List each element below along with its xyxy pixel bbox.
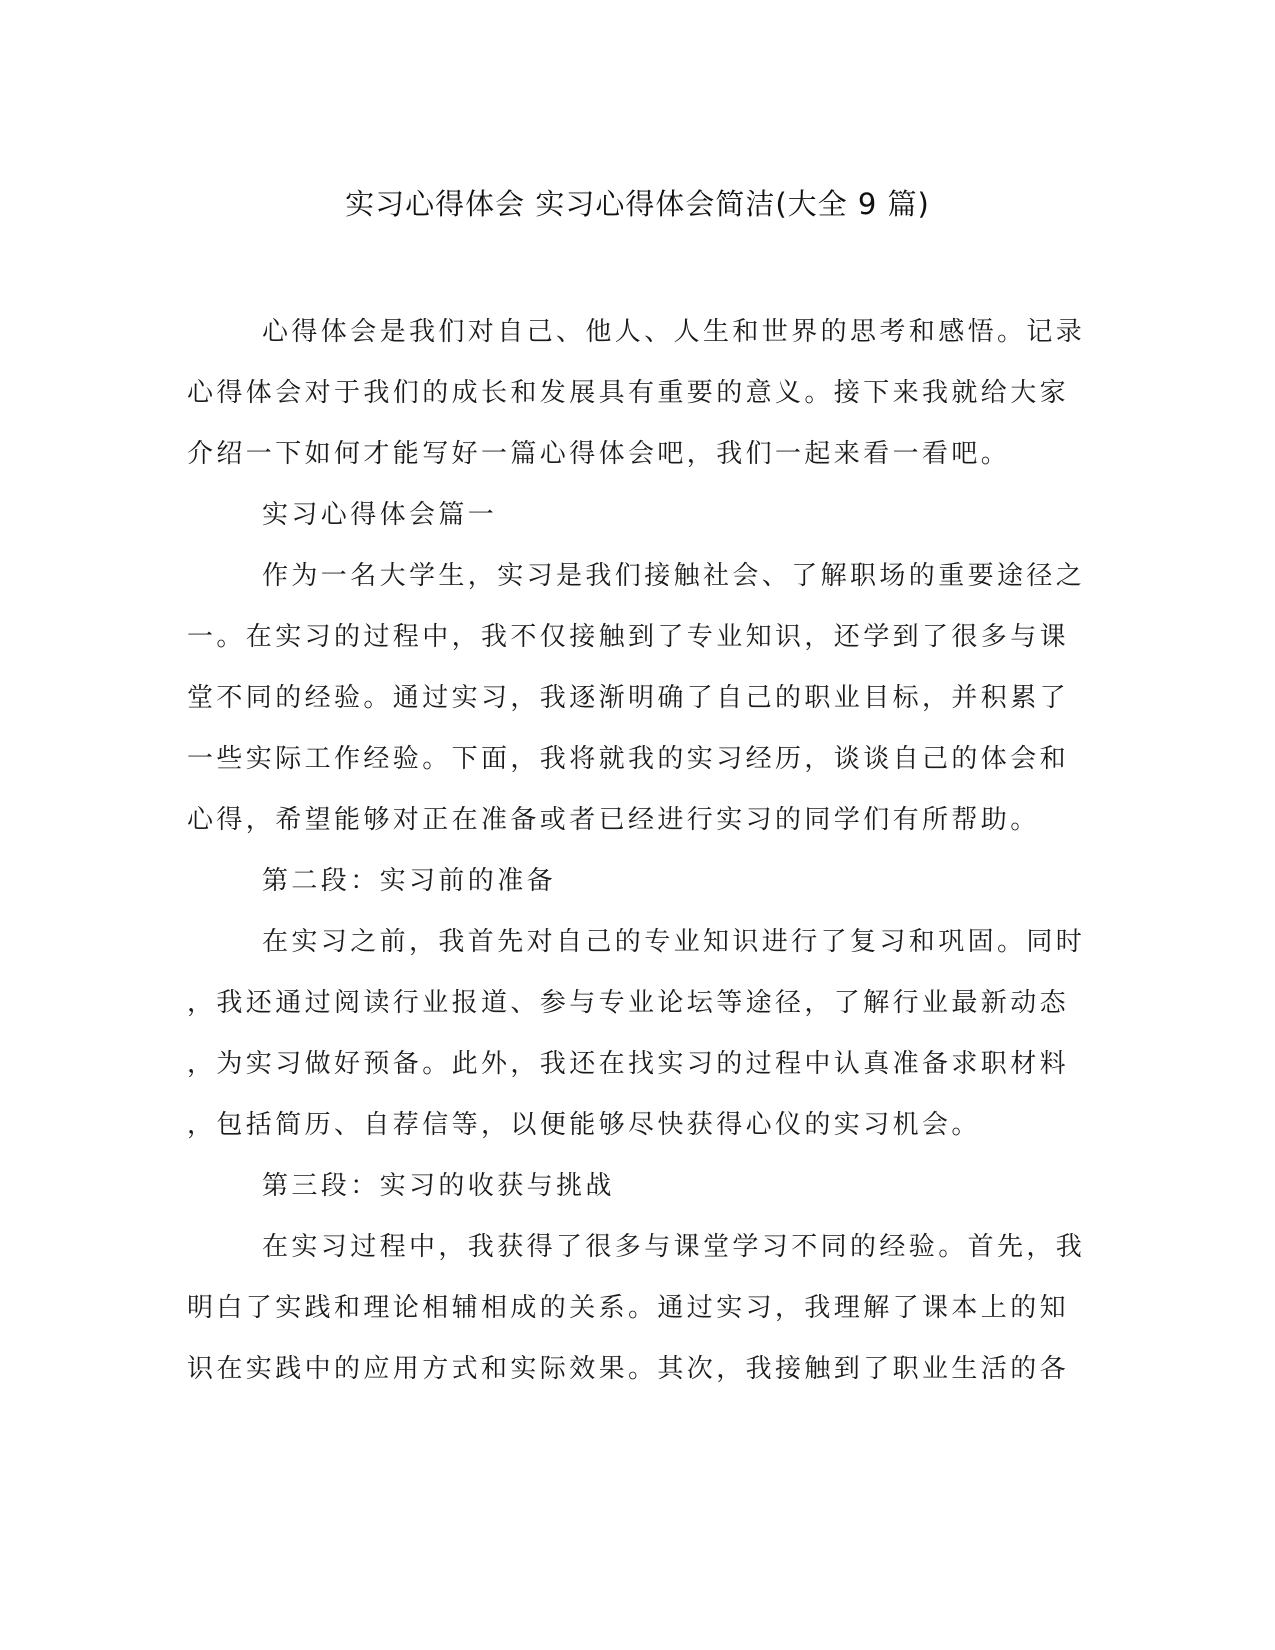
paragraph-line: 一些实际工作经验。下面，我将就我的实习经历，谈谈自己的体会和 [187, 744, 1070, 774]
paragraph-line: 在实习之前，我首先对自己的专业知识进行了复习和巩固。同时 [262, 927, 1086, 957]
section-heading: 第三段：实习的收获与挑战 [262, 1171, 615, 1201]
document-title: 实习心得体会 实习心得体会简洁(大全 9 篇) [345, 187, 930, 221]
paragraph-line: ，我还通过阅读行业报道、参与专业论坛等途径，了解行业最新动态 [187, 988, 1070, 1018]
paragraph-line: 心得体会对于我们的成长和发展具有重要的意义。接下来我就给大家 [187, 378, 1070, 408]
paragraph-line: 介绍一下如何才能写好一篇心得体会吧，我们一起来看一看吧。 [187, 439, 1011, 469]
paragraph-line: ，为实习做好预备。此外，我还在找实习的过程中认真准备求职材料 [187, 1049, 1070, 1079]
section-heading: 实习心得体会篇一 [262, 500, 498, 530]
paragraph-line: ，包括简历、自荐信等，以便能够尽快获得心仪的实习机会。 [187, 1110, 981, 1140]
paragraph-line: 在实习过程中，我获得了很多与课堂学习不同的经验。首先，我 [262, 1232, 1086, 1262]
paragraph-line: 堂不同的经验。通过实习，我逐渐明确了自己的职业目标，并积累了 [187, 683, 1070, 713]
paragraph-line: 心得，希望能够对正在准备或者已经进行实习的同学们有所帮助。 [187, 805, 1040, 835]
paragraph-line: 一。在实习的过程中，我不仅接触到了专业知识，还学到了很多与课 [187, 622, 1070, 652]
paragraph-line: 心得体会是我们对自己、他人、人生和世界的思考和感悟。记录 [262, 317, 1086, 347]
paragraph-line: 作为一名大学生，实习是我们接触社会、了解职场的重要途径之 [262, 561, 1086, 591]
paragraph-line: 识在实践中的应用方式和实际效果。其次，我接触到了职业生活的各 [187, 1354, 1070, 1384]
section-heading: 第二段：实习前的准备 [262, 866, 557, 896]
paragraph-line: 明白了实践和理论相辅相成的关系。通过实习，我理解了课本上的知 [187, 1293, 1070, 1323]
